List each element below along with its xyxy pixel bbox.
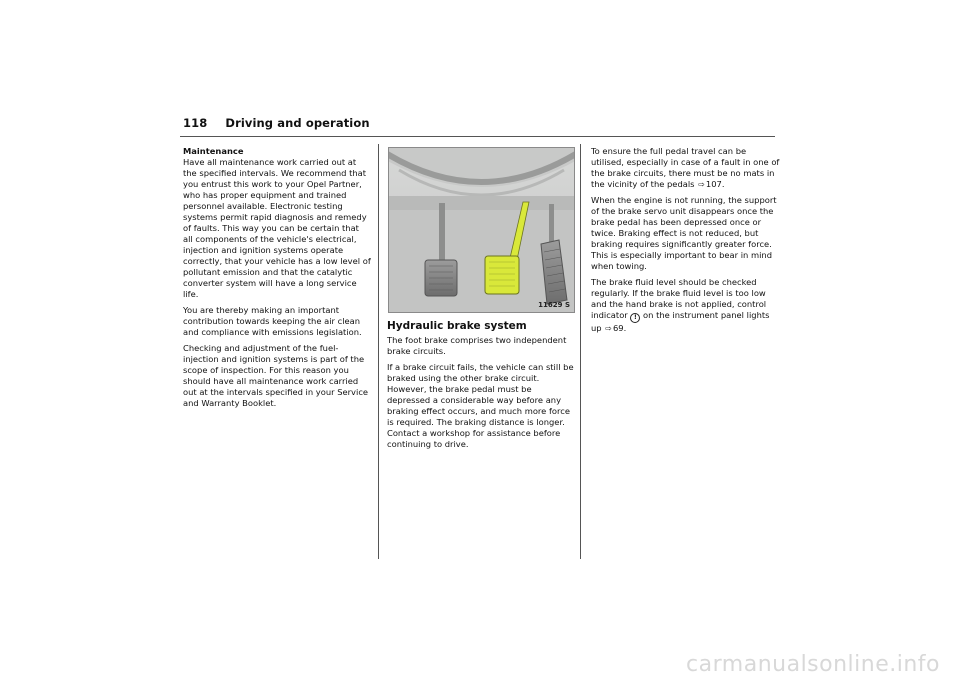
brake-fluid-paragraph: [591, 277, 781, 334]
brake-paragraph-2: If a brake circuit fails, the vehicle can still be braked using the other brake circuit. However, the brake pedal must be depressed a considerable way before any braking effect occurs, and much more force is required. The braking distance is longer. Contact a workshop for assistance before continuing to drive.: [387, 362, 574, 449]
maintenance-paragraph-3: Checking and adjustment of the fuel-injection and ignition systems is part of the scope of inspection. For this reason you should have all maintenance work carried out at the intervals specified in your Service and Warranty Booklet.: [183, 343, 369, 408]
brake-fluid-text-a: The brake fluid level should be checked regularly. If the brake fluid level is too low and the hand brake is not applied, control indicator: [591, 277, 767, 320]
column-pedal-notes: [591, 146, 781, 339]
page-ref-69[interactable]: 69.: [612, 323, 627, 333]
page-ref-107[interactable]: 107.: [705, 179, 725, 189]
maintenance-paragraph-2: You are thereby making an important contribution towards keeping the air clean and compliance with emissions legislation.: [183, 305, 362, 337]
pedal-travel-paragraph: [591, 146, 781, 190]
maintenance-paragraph-1: Have all maintenance work carried out at the specified intervals. We recommend that you entrust this work to your Opel Partner, who has proper equipment and trained personnel available. Electronic testing systems permit rapid diagnosis and remedy of faults. This way you can be certain that all components of the vehicle's electrical, injection and ignition systems operate correctly, that your vehicle has a low level of pollutant emission and that the catalytic converter system will have a long service life.: [183, 157, 371, 299]
maintenance-subhead: Maintenance: [183, 146, 244, 156]
column-maintenance: [183, 146, 371, 414]
page-number: 118: [183, 116, 208, 130]
header-rule: [180, 136, 775, 137]
figure-id-label: 11629 S: [538, 301, 570, 309]
page-ref-arrow-icon: ⇨: [605, 324, 612, 333]
section-title: Driving and operation: [225, 116, 370, 130]
pedals-illustration: [388, 147, 575, 313]
servo-paragraph: When the engine is not running, the support of the brake servo unit disappears once the brake pedal has been depressed once or twice. Braking effect is not reduced, but braking requires significantly greater force. This is especially important to bear in mind when towing.: [591, 195, 777, 271]
brake-system-heading: Hydraulic brake system: [387, 320, 527, 332]
pedal-travel-text: To ensure the full pedal travel can be utilised, especially in case of a fault in one of the brake circuits, there must be no mats in the vicinity of the pedals: [591, 146, 780, 189]
brake-warning-icon: !: [630, 313, 640, 323]
watermark: carmanualsonline.info: [686, 652, 940, 677]
column-brake-system: [387, 320, 575, 455]
page-ref-arrow-icon: ⇨: [698, 180, 705, 189]
column-divider-1: [378, 144, 379, 559]
brake-paragraph-1: The foot brake comprises two independent brake circuits.: [387, 335, 567, 356]
brake-fluid-text-b: on the instrument panel lights up: [591, 310, 770, 333]
pedals-drawing: [389, 148, 574, 312]
page-header: [183, 116, 370, 130]
column-divider-2: [580, 144, 581, 559]
